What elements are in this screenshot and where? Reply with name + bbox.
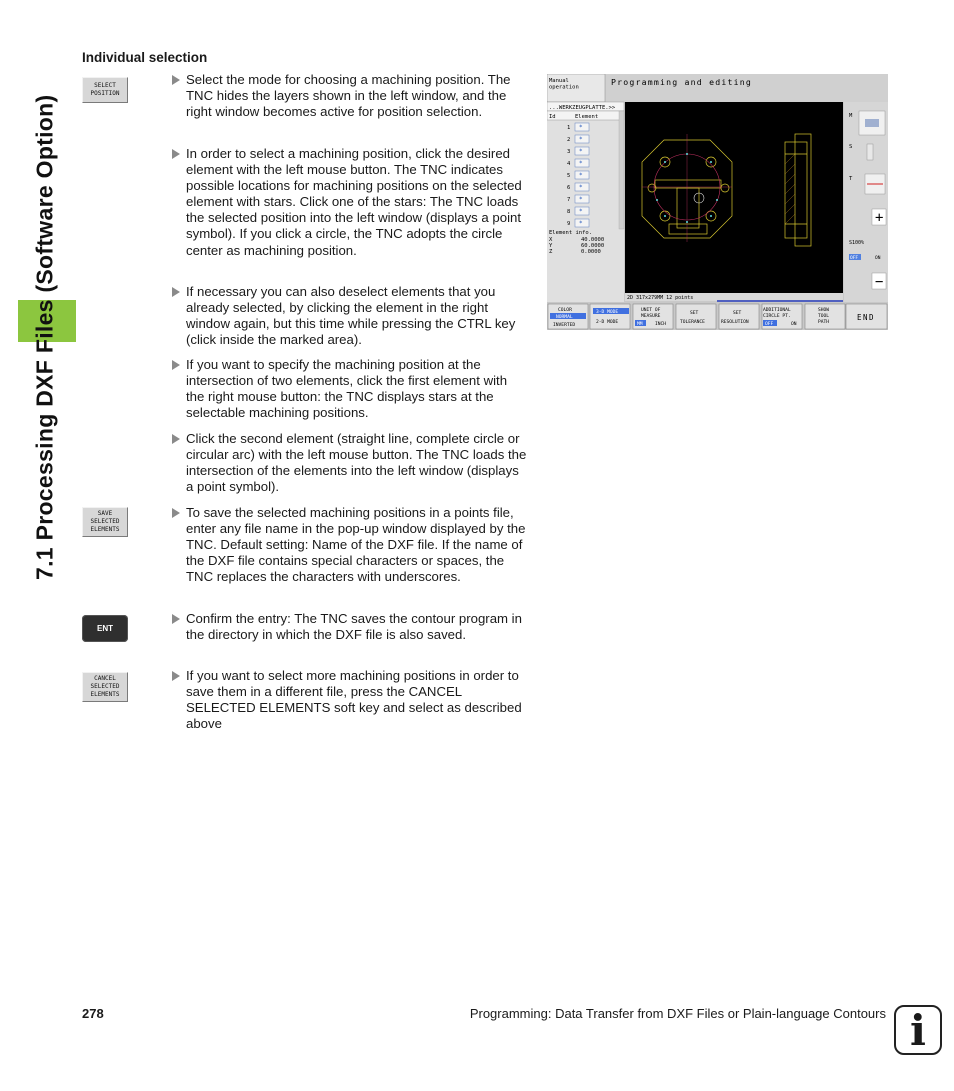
bullet-arrow-icon (172, 149, 180, 159)
element-id: 2 (567, 137, 571, 143)
info-icon: i (894, 1005, 942, 1055)
coord-axis: Z (549, 249, 553, 255)
star-glyph: * (579, 196, 583, 203)
mode-small-label: Manual operation (549, 78, 579, 91)
screen-softkey (676, 304, 716, 329)
svg-text:−: − (875, 274, 884, 290)
instruction-paragraph: Click the second element (straight line, complete circle or circular arc) with the left mouse button. The TNC loads the intersection of the elements into the left window (displays a point symbol). (172, 431, 527, 495)
sk-unit-inch: INCH (655, 322, 667, 327)
bullet-arrow-icon (172, 360, 180, 370)
star-glyph: * (579, 124, 583, 131)
bullet-arrow-icon (172, 614, 180, 624)
coord-axis: Y (549, 243, 553, 249)
status-bar: 2D 317x279MM 12 points (627, 295, 694, 301)
sk-unit-l1: UNIT OF (641, 308, 661, 313)
svg-text:CIRCLE PT.: CIRCLE PT. (763, 314, 791, 319)
select-position-softkey: SELECT POSITION (82, 77, 128, 103)
tnc-screenshot (547, 74, 888, 330)
star-glyph: * (579, 220, 583, 227)
sk-additional-off: OFF (765, 322, 774, 327)
sk-unit-l2: MEASURE (641, 314, 661, 319)
side-on-label: ON (875, 256, 881, 261)
side-s-label: S (849, 144, 853, 150)
side-off-label: OFF (850, 256, 859, 261)
bullet-arrow-icon (172, 434, 180, 444)
star-glyph: * (579, 172, 583, 179)
side-t-label: T (849, 176, 853, 182)
side-chapter-title: 7.1 Processing DXF Files (Software Option) (31, 94, 58, 580)
col-element: Element (575, 114, 599, 120)
svg-text:PATH: PATH (818, 320, 830, 325)
screen-softkey (719, 304, 759, 329)
instruction-paragraph: Confirm the entry: The TNC saves the contour program in the directory in which the DXF file is also saved. (172, 611, 527, 643)
element-id: 1 (567, 125, 571, 131)
side-s100-label: S100% (849, 240, 865, 246)
coord-value: 40.0000 (581, 237, 605, 243)
cancel-selected-elements-softkey: CANCEL SELECTED ELEMENTS (82, 672, 128, 702)
svg-text:TOLERANCE: TOLERANCE (680, 320, 705, 325)
element-info-label: Element info. (549, 230, 593, 236)
coord-axis: X (549, 237, 553, 243)
sk-additional-on: ON (791, 322, 797, 327)
element-id: 3 (567, 149, 571, 155)
instruction-paragraph: Select the mode for choosing a machining position. The TNC hides the layers shown in the left window, and the right window becomes active for position selection. (172, 72, 527, 120)
page-number: 278 (82, 1006, 104, 1021)
section-heading: Individual selection (82, 50, 208, 65)
element-id: 9 (567, 221, 571, 227)
element-id: 4 (567, 161, 571, 167)
instruction-paragraph: If necessary you can also deselect elements that you already selected, by clicking the element in the right window again, but this time while pressing the CTRL key (click inside the marked area). (172, 284, 527, 348)
star-glyph: * (579, 148, 583, 155)
sk-mode3d: 3-D MODE (596, 310, 619, 315)
svg-text:SET: SET (690, 311, 699, 316)
star-glyph: * (579, 208, 583, 215)
sk-unit-mm: MM (637, 322, 643, 327)
svg-text:SHOW: SHOW (818, 308, 830, 313)
bullet-arrow-icon (172, 671, 180, 681)
coord-value: 60.0000 (581, 243, 605, 249)
coord-value: 0.0000 (581, 249, 601, 255)
element-id: 8 (567, 209, 571, 215)
bullet-arrow-icon (172, 508, 180, 518)
side-m-label: M (849, 113, 853, 119)
bullet-arrow-icon (172, 75, 180, 85)
ent-key: ENT (82, 615, 128, 642)
sk-color-inverted: INVERTED (553, 323, 576, 328)
star-glyph: * (579, 136, 583, 143)
star-glyph: * (579, 184, 583, 191)
screen-softkey (590, 304, 630, 329)
element-id: 5 (567, 173, 571, 179)
star-glyph: * (579, 160, 583, 167)
svg-text:TOOL: TOOL (818, 314, 830, 319)
list-header: ...WERKZEUGPLATTE.>> (549, 105, 616, 111)
instruction-paragraph: If you want to select more machining positions in order to save them in a different file, press the CANCEL SELECTED ELEMENTS soft key and select as described above (172, 668, 527, 732)
sk-end: END (857, 313, 876, 322)
svg-text:ADDITIONAL: ADDITIONAL (763, 308, 791, 313)
svg-text:RESOLUTION: RESOLUTION (721, 320, 749, 325)
footer-chapter-title: Programming: Data Transfer from DXF Files or Plain-language Contours (469, 1006, 886, 1021)
mode-title: Programming and editing (611, 77, 752, 87)
instruction-paragraph: In order to select a machining position, click the desired element with the left mouse button. The TNC indicates possible locations for machining positions on the selected element with stars. Click one of the stars: The TNC loads the selected position into the left window (displays a point symbol). If you click a circle, the TNC adopts the circle center as machining position. (172, 146, 527, 259)
element-id: 6 (567, 185, 571, 191)
col-id: Id (549, 114, 556, 120)
sk-color-normal: NORMAL (556, 315, 573, 320)
instruction-paragraph: If you want to specify the machining position at the intersection of two elements, click the first element with the right mouse button: the TNC displays stars at the selectable machining positions. (172, 357, 527, 421)
element-id: 7 (567, 197, 571, 203)
sk-color-title: COLOR (558, 308, 572, 313)
sk-mode2d: 2-D MODE (596, 320, 619, 325)
svg-text:SET: SET (733, 311, 742, 316)
instruction-paragraph: To save the selected machining positions in a points file, enter any file name in the pop-up window displayed by the TNC. Default setting: Name of the DXF file. If the name of the DXF file contains special characters or spaces, the TNC replaces the characters with underscores. (172, 505, 527, 585)
bullet-arrow-icon (172, 287, 180, 297)
save-selected-elements-softkey: SAVE SELECTED ELEMENTS (82, 507, 128, 537)
svg-text:+: + (875, 210, 884, 226)
